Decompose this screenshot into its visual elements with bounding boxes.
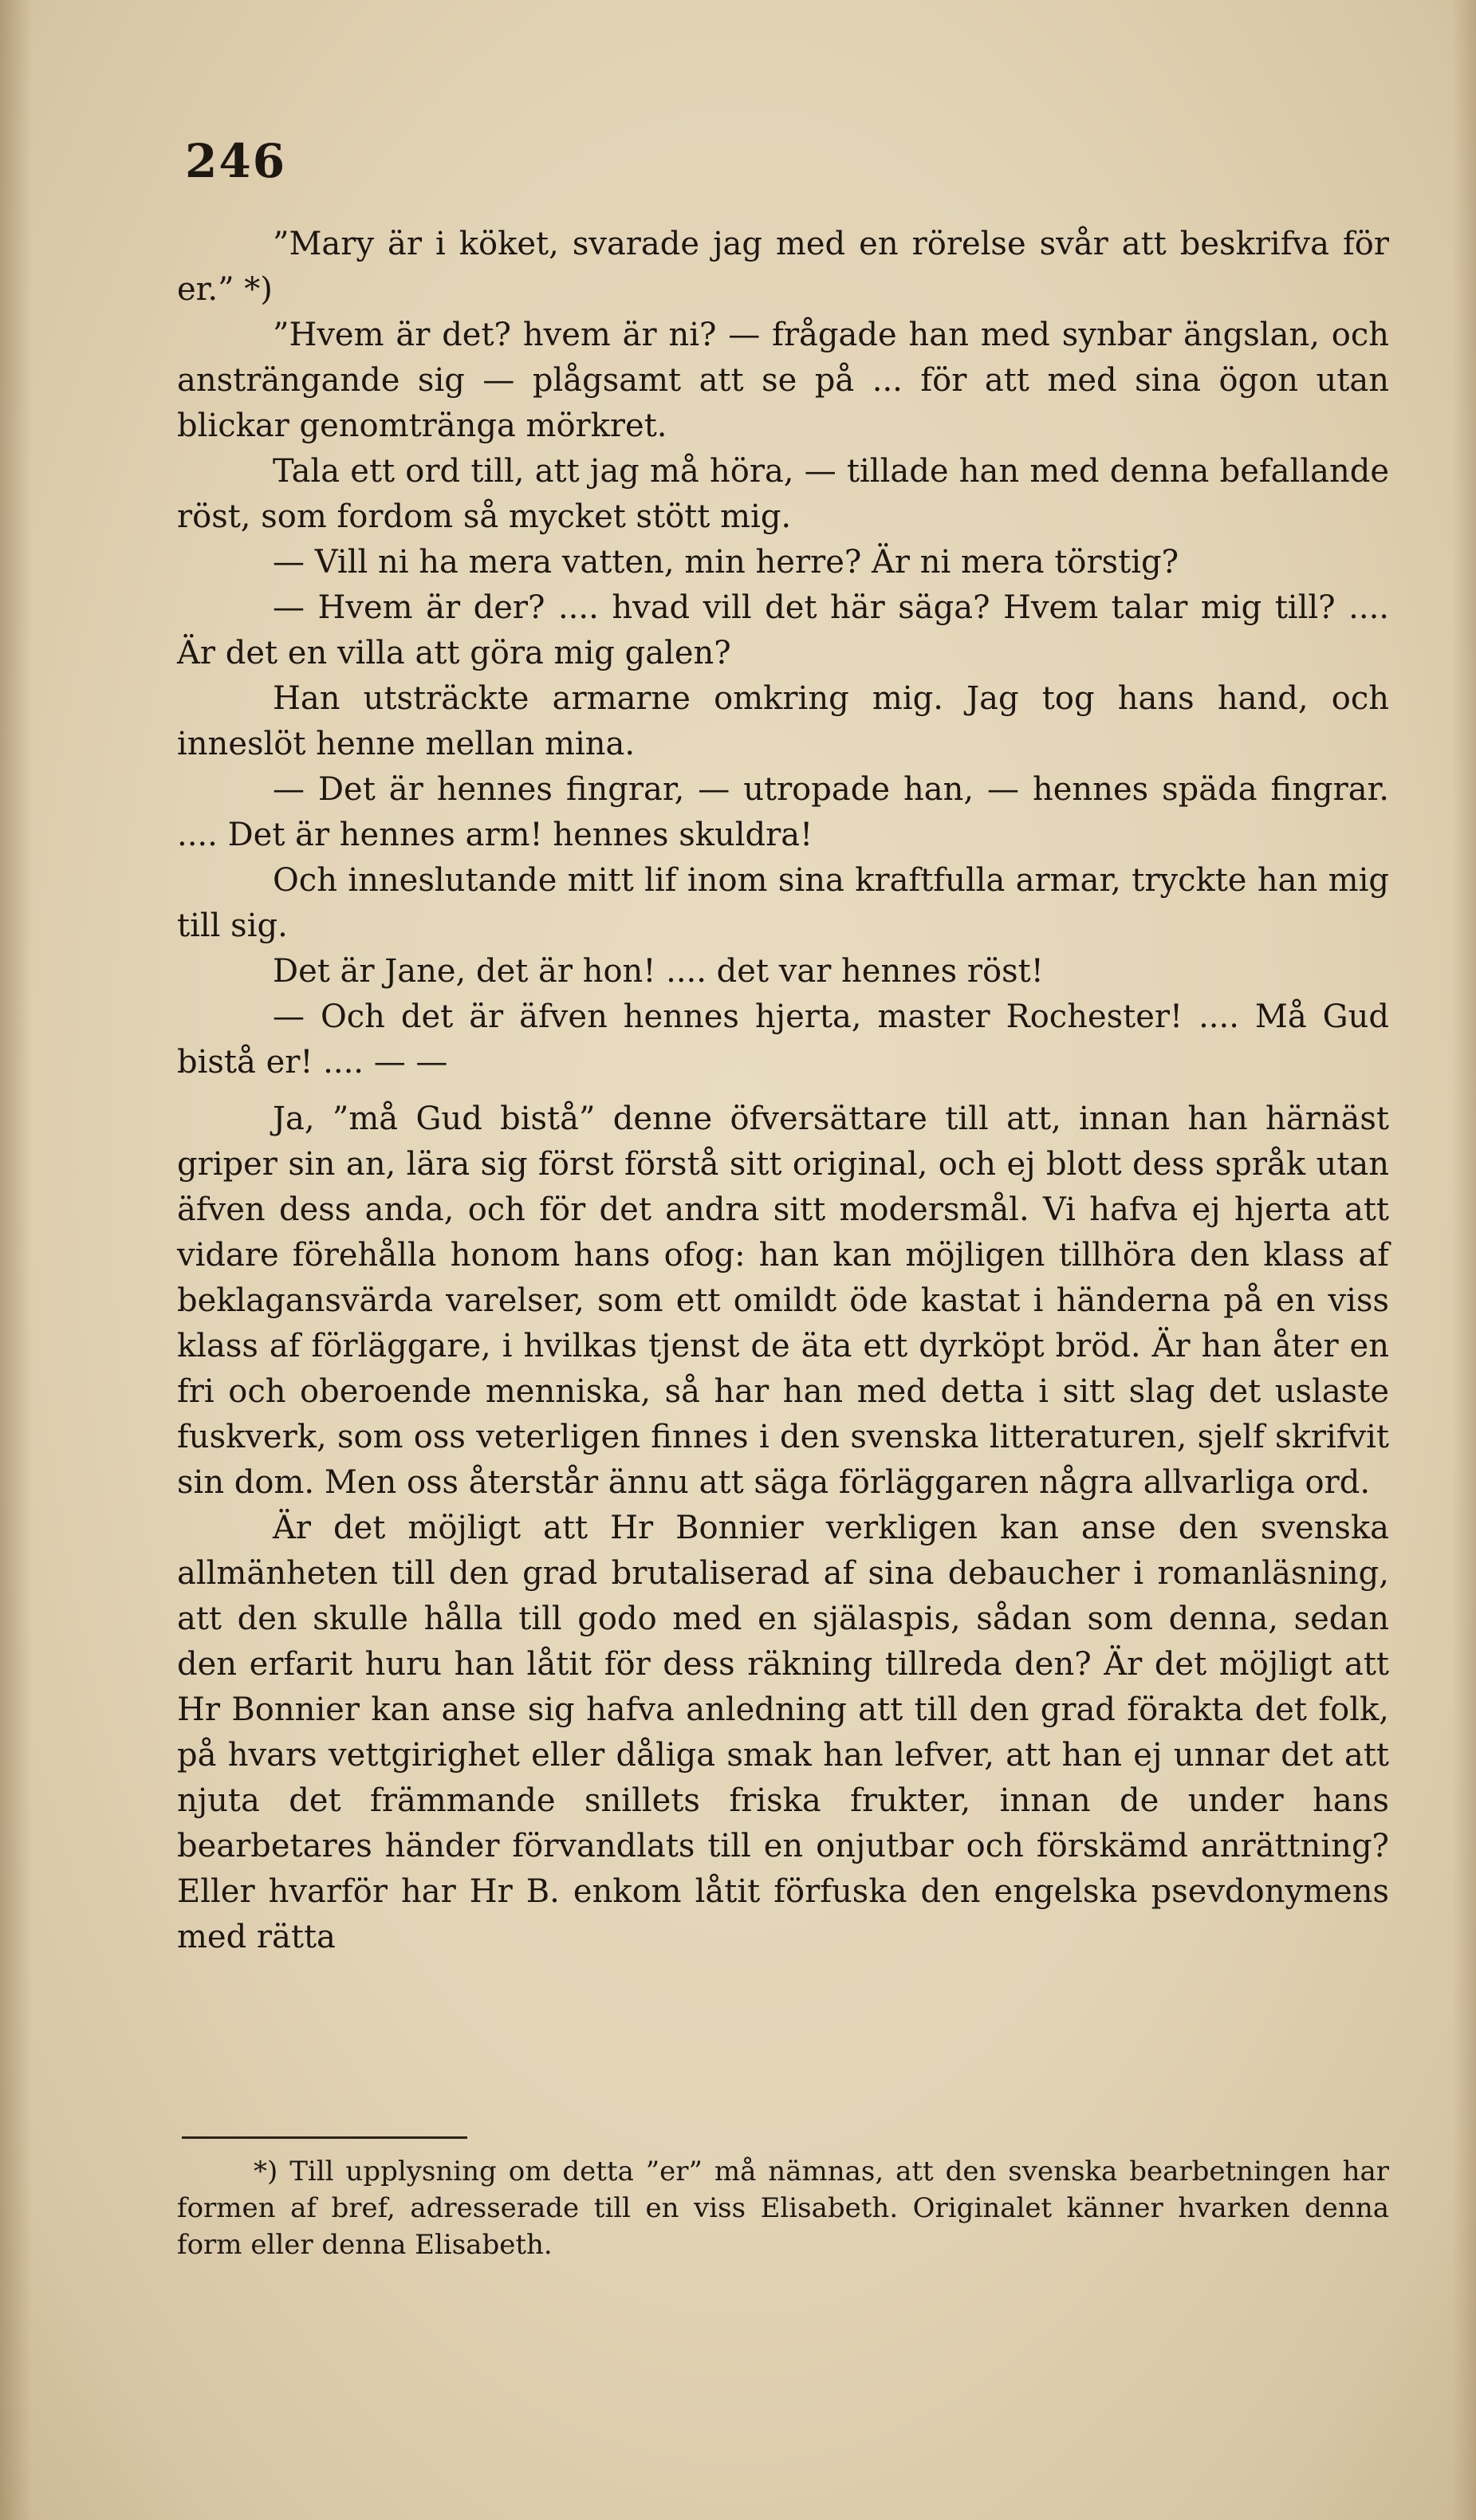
paragraph: Det är Jane, det är hon! .... det var hennes röst! — [273, 953, 1044, 990]
paragraph: — Hvem är der? .... hvad vill det här säga? Hvem talar mig till? .... Är det en villa att göra mig galen? — [177, 589, 1389, 671]
footnote: *) Till upplysning om detta ”er” må nämnas, att den svenska bearbetningen har formen af bref, adresserade till en viss Elisabeth. Originalet känner hvarken denna form eller denna Elisabeth. — [177, 2156, 1389, 2261]
paragraph: Ja, ”må Gud bistå” denne öfversättare till att, innan han härnäst griper sin an, lära sig först förstå sitt original, och ej blott dess språk utan äfven dess anda, och för det andra sitt modersmål. Vi hafva ej hjerta att vidare förehålla honom hans ofog: han kan möjligen tillhöra den klass af beklagansvärda varelser, som ett omildt öde kastat i händerna på en viss klass af förläggare, i hvilkas tjenst de äta ett dyrköpt bröd. Är han åter en fri och oberoende menniska, så har han med detta i sitt slag det uslaste fuskverk, som oss veterligen finnes i den svenska litteraturen, sjelf skrifvit sin dom. Men oss återstår ännu att säga förläggaren några allvarliga ord. — [177, 1101, 1389, 1501]
paragraph: — Vill ni ha mera vatten, min herre? Är ni mera törstig? — [273, 544, 1179, 581]
paragraph: Han utsträckte armarne omkring mig. Jag tog hans hand, och inneslöt henne mellan mina. — [177, 680, 1389, 762]
paragraph: Och inneslutande mitt lif inom sina kraftfulla armar, tryckte han mig till sig. — [177, 862, 1389, 944]
page-number: 246 — [185, 134, 287, 188]
paragraph: Tala ett ord till, att jag må höra, — tillade han med denna befallande röst, som fordom så mycket stött mig. — [177, 453, 1389, 535]
body-text — [177, 222, 1389, 1960]
paragraph: ”Hvem är det? hvem är ni? — frågade han med synbar ängslan, och ansträngande sig — plågsamt att se på ... för att med sina ögon utan blickar genomtränga mörkret. — [177, 317, 1389, 444]
paragraph: — Och det är äfven hennes hjerta, master Rochester! .... Må Gud bistå er! .... — — — [177, 998, 1389, 1081]
paragraph: — Det är hennes fingrar, — utropade han, — hennes späda fingrar. .... Det är hennes arm! hennes skuldra! — [177, 771, 1389, 853]
footnote-divider — [182, 2136, 467, 2139]
paragraph: ”Mary är i köket, svarade jag med en rörelse svår att beskrifva för er.” *) — [177, 226, 1389, 308]
paragraph: Är det möjligt att Hr Bonnier verkligen kan anse den svenska allmänheten till den grad brutaliserad af sina debaucher i romanläsning, att den skulle hålla till godo med en själaspis, sådan som denna, sedan den erfarit huru han låtit för dess räkning tillreda den? Är det möjligt att Hr Bonnier kan anse sig hafva anledning att till den grad förakta det folk, på hvars vettgirighet eller dåliga smak han lefver, att han ej unnar det att njuta det främmande snillets friska frukter, innan de under hans bearbetares händer förvandlats till en onjutbar och förskämd anrättning? Eller hvarför har Hr B. enkom låtit förfuska den engelska psevdonymens med rätta — [177, 1510, 1389, 1955]
